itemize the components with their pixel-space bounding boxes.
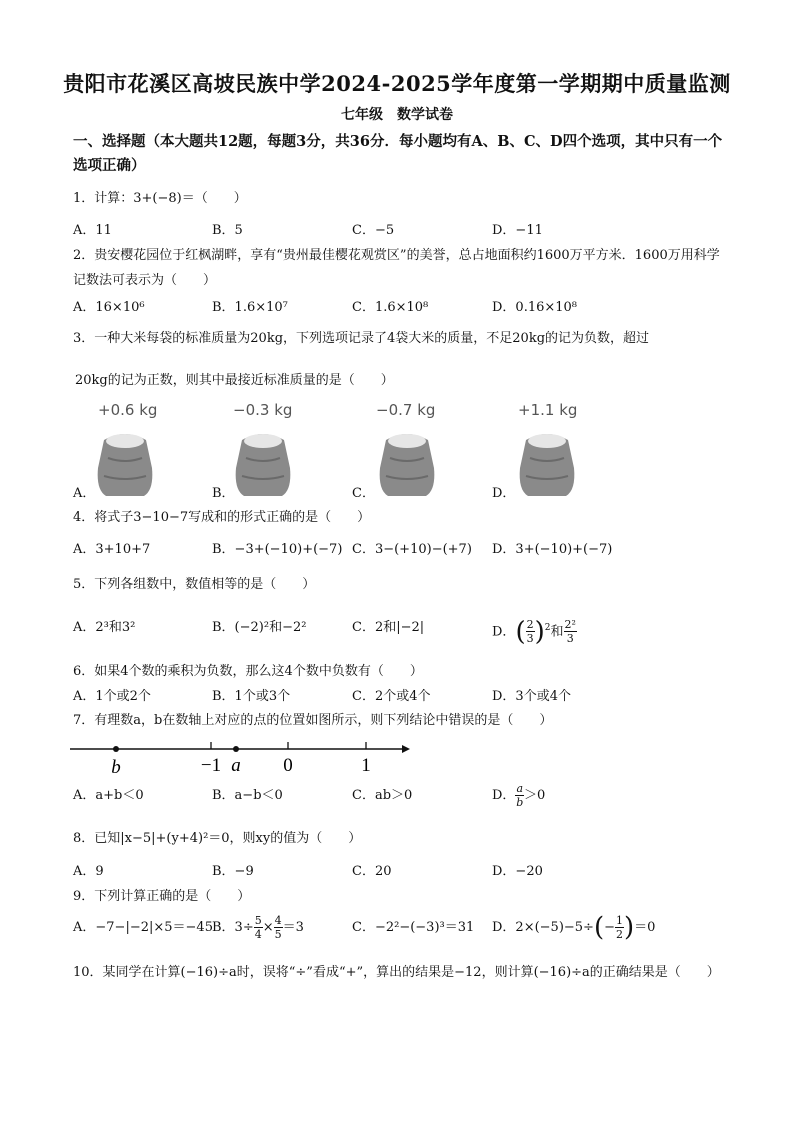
q9-option-d-label: D．2×(−5)−5÷ <box>492 920 594 935</box>
q5d-numerator-2: 2² <box>564 618 576 632</box>
question-1-stem: 1．计算：3+(−8)＝（ ） <box>73 191 247 206</box>
q9-option-b <box>212 910 304 946</box>
question-8-stem: 8．已知|x−5|+(y+4)²＝0，则xy的值为（ ） <box>73 831 362 846</box>
q6-option-d: D．3个或4个 <box>492 689 571 704</box>
q5d-and: 和 <box>550 624 564 640</box>
q5d-denominator-1: 3 <box>526 632 534 646</box>
q6-option-b: B．1个或3个 <box>212 689 291 704</box>
exam-title: 贵阳市花溪区高坡民族中学2024-2025学年度第一学期期中质量监测 <box>63 71 731 96</box>
q9-option-c: C．−2²−(−3)³＝31 <box>352 920 475 935</box>
q3-option-d: D． <box>492 486 516 501</box>
question-9-stem: 9．下列计算正确的是（ ） <box>73 889 251 904</box>
label-zero: 0 <box>283 755 293 776</box>
q8-option-b: B．−9 <box>212 864 254 879</box>
point-b <box>113 746 119 752</box>
q3-option-c: C． <box>352 486 375 501</box>
rice-bag-image-d <box>516 428 578 498</box>
q2-option-a: A．16×10⁶ <box>73 300 145 315</box>
q7-option-d-label: D． <box>492 788 516 803</box>
label-minus-one: −1 <box>200 755 222 776</box>
q7-option-a: A．a+b＜0 <box>73 788 144 803</box>
q6-option-a: A．1个或2个 <box>73 689 151 704</box>
q9-option-d: D．2×(−5)−5÷(− $\frac{1}{2}$ )＝0 <box>492 912 656 943</box>
q1-option-c: C．−5 <box>352 223 395 238</box>
q9-option-a: A．−7−|−2|×5＝−45 <box>73 920 213 935</box>
q8-option-c: C．20 <box>352 864 392 879</box>
point-a <box>233 746 239 752</box>
label-a: a <box>231 755 241 776</box>
q9d-numerator: 1 <box>616 914 624 927</box>
q6-option-c: C．2个或4个 <box>352 689 431 704</box>
q3-mass-c: −0.7 kg <box>376 401 436 419</box>
q5d-numerator-1: 2 <box>526 618 534 632</box>
q9d-denominator: 2 <box>616 928 624 941</box>
question-6-stem: 6．如果4个数的乘积为负数，那么这4个数中负数有（ ） <box>73 664 423 679</box>
q5-option-b: B．(−2)²和−2² <box>212 620 307 635</box>
question-5-stem: 5．下列各组数中，数值相等的是（ ） <box>73 577 316 592</box>
question-3-stem-line1: 3．一种大米每袋的标准质量为20kg，下列选项记录了4袋大米的质量，不足20kg的记为负数，超过 <box>73 331 650 346</box>
q5d-exponent: 2 <box>544 623 551 633</box>
q7-option-c: C．ab＞0 <box>352 788 413 803</box>
q3-option-b: B． <box>212 486 235 501</box>
question-7-stem: 7．有理数a，b在数轴上对应的点的位置如图所示，则下列结论中错误的是（ ） <box>73 713 553 728</box>
q1-option-d: D．−11 <box>492 223 543 238</box>
q3-mass-b: −0.3 kg <box>233 401 293 419</box>
rice-bag-image-a <box>94 428 156 498</box>
q4-option-c: C．3−(+10)−(+7) <box>352 542 472 557</box>
rice-bag-image-b <box>232 428 294 498</box>
question-4-stem: 4．将式子3−10−7写成和的形式正确的是（ ） <box>73 510 371 525</box>
q5-option-d: D．( $\frac{2}{3}$ )$^2$和 $\frac{\text{2²}}{3}$ <box>492 616 576 647</box>
q7d-numerator: a <box>516 782 523 795</box>
q5-option-a: A．2³和3² <box>73 620 136 635</box>
q9b-times: × <box>262 920 274 935</box>
q1-option-b: B．5 <box>212 223 243 238</box>
q2-option-c: C．1.6×10⁸ <box>352 300 429 315</box>
q9-option-b-label: B．3÷ <box>212 920 254 935</box>
q7d-rest: ＞0 <box>524 788 546 803</box>
q5-option-c: C．2和|−2| <box>352 620 425 635</box>
q4-option-d: D．3+(−10)+(−7) <box>492 542 613 557</box>
q5d-denominator-2: 3 <box>566 632 574 646</box>
q2-option-d: D．0.16×10⁸ <box>492 300 578 315</box>
question-2-stem: 2．贵安樱花园位于红枫湖畔，享有“贵州最佳樱花观赏区”的美誉，总占地面积约1600万平方米．1600万用科学记数法可表示为（ ） <box>73 248 720 288</box>
q7-option-b: B．a−b＜0 <box>212 788 283 803</box>
q9d-sign: − <box>604 920 616 935</box>
q9b-denominator-2: 5 <box>274 928 282 941</box>
question-3-stem-line2: 20kg的记为正数，则其中最接近标准质量的是（ ） <box>75 373 394 388</box>
q4-option-b: B．−3+(−10)+(−7) <box>212 542 343 557</box>
section-heading: 一、选择题（本大题共12题，每题3分，共36分．每小题均有A、B、C、D四个选项，其中只有一个选项正确） <box>73 133 723 174</box>
q3-mass-d: +1.1 kg <box>518 401 578 419</box>
q3-option-a: A． <box>73 486 96 501</box>
q3-mass-a: +0.6 kg <box>98 401 158 419</box>
question-10-stem: 10．某同学在计算(−16)÷a时，误将“÷”看成“+”，算出的结果是−12，则计算(−16)÷a的正确结果是（ ） <box>73 965 720 980</box>
q9b-rest: ＝3 <box>282 920 304 935</box>
q4-option-a: A．3+10+7 <box>73 542 151 557</box>
q9b-denominator-1: 4 <box>254 928 262 941</box>
q7d-denominator: b <box>516 796 524 809</box>
q9d-rest: ＝0 <box>634 920 656 935</box>
q2-option-b: B．1.6×10⁷ <box>212 300 288 315</box>
q8-option-a: A．9 <box>73 864 104 879</box>
q5-option-d-label: D． <box>492 624 516 640</box>
label-b: b <box>111 757 121 778</box>
q7-option-d <box>492 778 545 814</box>
q9b-numerator-2: 4 <box>274 914 282 927</box>
q1-option-a: A．11 <box>73 223 112 238</box>
rice-bag-image-c <box>376 428 438 498</box>
q8-option-d: D．−20 <box>492 864 543 879</box>
number-line-arrow <box>402 745 410 753</box>
number-line <box>70 733 410 781</box>
exam-subtitle: 七年级 数学试卷 <box>341 107 453 123</box>
label-one: 1 <box>361 755 371 776</box>
q9b-numerator-1: 5 <box>254 914 262 927</box>
